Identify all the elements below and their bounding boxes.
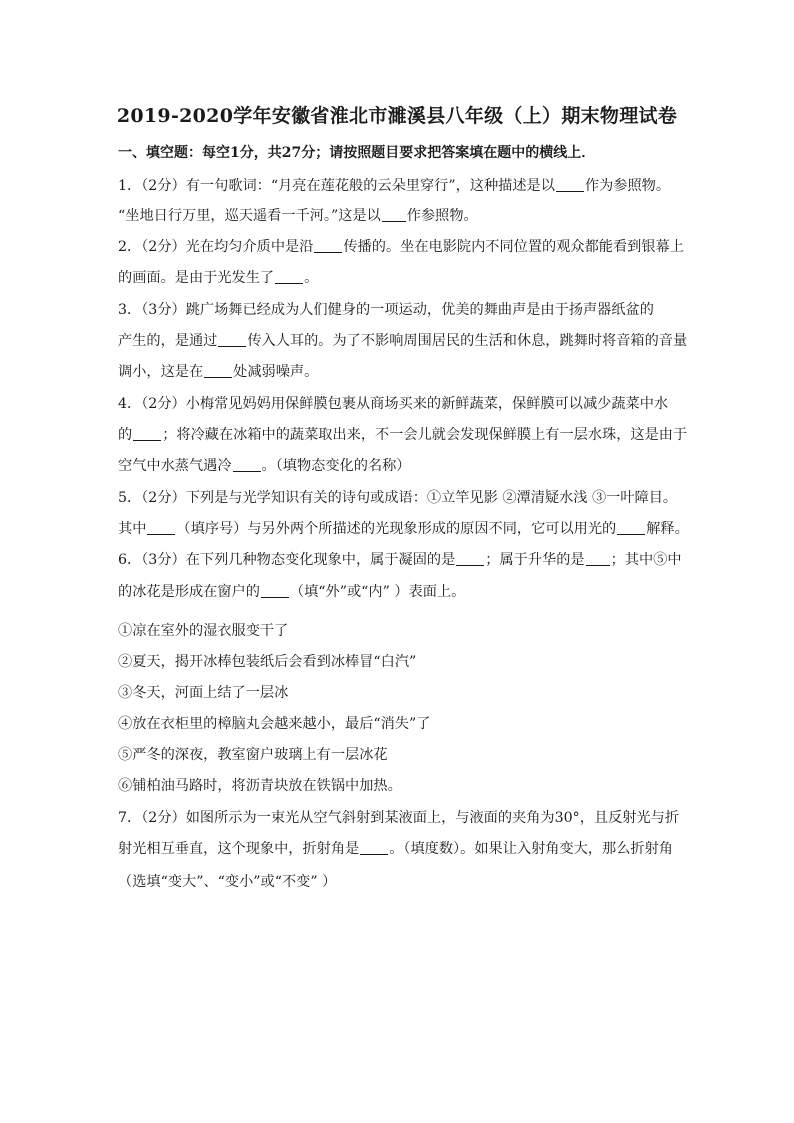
q3-text-b: 传入人耳的。为了不影响周围居民的生活和休息，跳舞时将音箱的音量 <box>247 333 688 349</box>
answer-blank[interactable] <box>204 363 232 378</box>
q6-text-c: ；其中⑤中 <box>610 552 682 568</box>
answer-blank[interactable] <box>218 332 246 347</box>
answer-blank[interactable] <box>233 457 261 472</box>
q5-text-b: （填序号）与另外两个所描述的光现象形成的原因不同，它可以用光的 <box>176 521 617 537</box>
q1-text-a: 1．（2分）有一句歌词：“月亮在莲花般的云朵里穿行”，这种描述是以 <box>118 178 555 194</box>
q2-text-d: 。 <box>304 270 319 286</box>
answer-blank[interactable] <box>314 238 342 253</box>
q6-line-1 <box>118 549 682 571</box>
q7-text-b: 。（填度数）。如果让入射角变大，那么折射角 <box>389 841 673 857</box>
q6-line-2 <box>118 581 465 603</box>
q3-text-a: 产生的，是通过 <box>118 333 218 349</box>
q6-option: ⑥铺柏油马路时，将沥青块放在铁锅中加热。 <box>118 778 402 794</box>
answer-blank[interactable] <box>133 426 161 441</box>
q2-text-c: 的画面。是由于光发生了 <box>118 270 275 286</box>
q4-text-c: 空气中水蒸气遇冷 <box>118 458 232 474</box>
answer-blank[interactable] <box>360 840 388 855</box>
q7-line-2 <box>118 838 673 860</box>
q6-option: ③冬天，河面上结了一层冰 <box>118 685 289 701</box>
q2-text-b: 传播的。坐在电影院内不同位置的观众都能看到银幕上 <box>343 239 684 255</box>
q3-line-2 <box>118 330 687 352</box>
q3-text-d: 处减弱噪声。 <box>233 364 319 380</box>
answer-blank[interactable] <box>382 207 406 222</box>
q3-line-3 <box>118 361 318 383</box>
q6-option: ①凉在室外的湿衣服变干了 <box>118 623 289 639</box>
q4-text-b: ；将冷藏在冰箱中的蔬菜取出来，不一会儿就会发现保鲜膜上有一层水珠，这是由于 <box>162 427 688 443</box>
q3-line-1: 3．（3分）跳广场舞已经成为人们健身的一项运动，优美的舞曲声是由于扬声器纸盆的 <box>118 302 654 318</box>
q4-line-2 <box>118 424 687 446</box>
answer-blank[interactable] <box>586 551 610 566</box>
q2-line-1 <box>118 236 684 258</box>
q6-text-e: （填“外”或“内” ）表面上。 <box>289 584 466 600</box>
q4-line-3 <box>118 455 410 477</box>
answer-blank[interactable] <box>261 583 289 598</box>
q6-option: ④放在衣柜里的樟脑丸会越来越小，最后“消失”了 <box>118 716 431 732</box>
answer-blank[interactable] <box>147 520 175 535</box>
answer-blank[interactable] <box>556 177 584 192</box>
q1-text-c: “坐地日行万里，巡天遥看一千河。”这是以 <box>118 208 381 224</box>
q1-line-1 <box>118 175 670 197</box>
q1-text-d: 作参照物。 <box>406 208 478 224</box>
q4-text-a: 的 <box>118 427 133 443</box>
q6-text-b: ；属于升华的是 <box>485 552 585 568</box>
q5-text-a: 其中 <box>118 521 147 537</box>
q4-text-d: 。（填物态变化的名称） <box>261 458 411 474</box>
answer-blank[interactable] <box>617 520 645 535</box>
q7-text-a: 射光相互垂直，这个现象中，折射角是 <box>118 841 360 857</box>
q2-line-2 <box>118 267 318 289</box>
q5-line-2 <box>118 518 689 540</box>
answer-blank[interactable] <box>456 551 484 566</box>
q6-option: ②夏天，揭开冰棒包装纸后会看到冰棒冒“白汽” <box>118 654 417 670</box>
q5-line-1: 5．（2分）下列是与光学知识有关的诗句或成语：①立竿见影 ②潭清疑水浅 ③一叶障目。 <box>118 490 678 506</box>
q3-text-c: 调小，这是在 <box>118 364 204 380</box>
q6-text-d: 的冰花是形成在窗户的 <box>118 584 260 600</box>
q6-option: ⑤严冬的深夜，教室窗户玻璃上有一层冰花 <box>118 747 388 763</box>
q7-line-3: （选填“变大”、“变小”或“不变” ） <box>118 874 337 890</box>
q5-text-c: 解释。 <box>646 521 689 537</box>
q1-text-b: 作为参照物。 <box>584 178 671 194</box>
q4-line-1: 4．（2分）小梅常见妈妈用保鲜膜包裹从商场买来的新鲜蔬菜，保鲜膜可以减少蔬菜中水 <box>118 396 669 412</box>
q1-line-2 <box>118 205 478 227</box>
q7-line-1: 7．（2分）如图所示为一束光从空气斜射到某液面上，与液面的夹角为30°，且反射光与折 <box>118 810 680 826</box>
answer-blank[interactable] <box>275 269 303 284</box>
q6-text-a: 6．（3分）在下列几种物态变化现象中，属于凝固的是 <box>118 552 456 568</box>
section-heading: 一、填空题：每空1分，共27分；请按照题目要求把答案填在题中的横线上． <box>118 145 596 161</box>
exam-title: 2019-2020学年安徽省淮北市濉溪县八年级（上）期末物理试卷 <box>116 105 678 127</box>
q2-text-a: 2．（2分）光在均匀介质中是沿 <box>118 239 314 255</box>
